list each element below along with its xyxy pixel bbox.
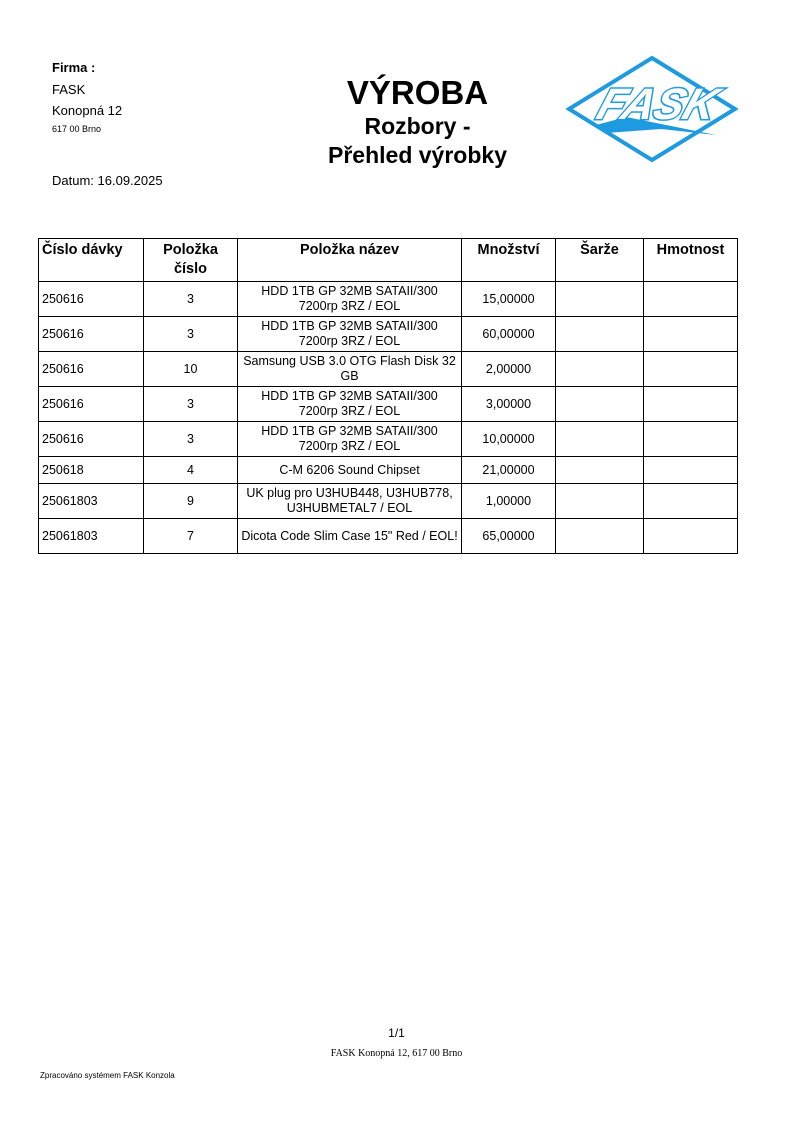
cell-batch: 250618 bbox=[39, 457, 144, 484]
cell-item-name: HDD 1TB GP 32MB SATAII/300 7200rp 3RZ / EOL bbox=[238, 422, 462, 457]
cell-qty: 1,00000 bbox=[462, 484, 556, 519]
cell-lot bbox=[556, 484, 644, 519]
company-name: FASK bbox=[52, 82, 86, 97]
page-number: 1/1 bbox=[388, 1026, 405, 1040]
cell-qty: 10,00000 bbox=[462, 422, 556, 457]
cell-qty: 65,00000 bbox=[462, 519, 556, 554]
title-main: VÝROBA bbox=[346, 74, 489, 111]
cell-item-name: HDD 1TB GP 32MB SATAII/300 7200rp 3RZ / EOL bbox=[238, 387, 462, 422]
title-line-2: Rozbory - bbox=[364, 113, 471, 139]
cell-qty: 21,00000 bbox=[462, 457, 556, 484]
cell-weight bbox=[644, 317, 738, 352]
cell-lot bbox=[556, 352, 644, 387]
table-row bbox=[39, 484, 738, 519]
cell-weight bbox=[644, 387, 738, 422]
cell-weight bbox=[644, 457, 738, 484]
cell-batch: 250616 bbox=[39, 317, 144, 352]
cell-weight bbox=[644, 422, 738, 457]
cell-qty: 60,00000 bbox=[462, 317, 556, 352]
cell-lot bbox=[556, 282, 644, 317]
cell-item-name: HDD 1TB GP 32MB SATAII/300 7200rp 3RZ / EOL bbox=[238, 282, 462, 317]
cell-batch: 250616 bbox=[39, 352, 144, 387]
cell-batch: 250616 bbox=[39, 387, 144, 422]
cell-lot bbox=[556, 519, 644, 554]
table-row bbox=[39, 352, 738, 387]
cell-lot bbox=[556, 387, 644, 422]
cell-batch: 25061803 bbox=[39, 519, 144, 554]
company-city: 617 00 Brno bbox=[52, 124, 102, 134]
cell-item-no: 7 bbox=[144, 519, 238, 554]
cell-weight bbox=[644, 282, 738, 317]
cell-batch: 250616 bbox=[39, 282, 144, 317]
report-title bbox=[290, 74, 545, 170]
title-line-3: Přehled výrobky bbox=[328, 142, 507, 168]
cell-qty: 3,00000 bbox=[462, 387, 556, 422]
company-label: Firma : bbox=[52, 60, 96, 75]
cell-lot bbox=[556, 317, 644, 352]
header-batch: Číslo dávky bbox=[39, 239, 144, 282]
cell-item-no: 4 bbox=[144, 457, 238, 484]
report-date: Datum: 16.09.2025 bbox=[52, 173, 163, 188]
table-row bbox=[39, 457, 738, 484]
header-qty: Množství bbox=[462, 239, 556, 282]
cell-batch: 25061803 bbox=[39, 484, 144, 519]
cell-item-name: Dicota Code Slim Case 15" Red / EOL! bbox=[238, 519, 462, 554]
cell-lot bbox=[556, 422, 644, 457]
cell-weight bbox=[644, 352, 738, 387]
company-street: Konopná 12 bbox=[52, 103, 123, 118]
cell-item-no: 9 bbox=[144, 484, 238, 519]
table-row bbox=[39, 317, 738, 352]
table-row bbox=[39, 519, 738, 554]
table-header-row bbox=[39, 239, 738, 282]
logo-text: FASK bbox=[591, 79, 725, 129]
footer-address: FASK Konopná 12, 617 00 Brno bbox=[330, 1048, 463, 1059]
cell-weight bbox=[644, 519, 738, 554]
production-table bbox=[38, 238, 738, 554]
header-weight: Hmotnost bbox=[644, 239, 738, 282]
cell-item-no: 3 bbox=[144, 317, 238, 352]
header-lot: Šarže bbox=[556, 239, 644, 282]
cell-item-name: HDD 1TB GP 32MB SATAII/300 7200rp 3RZ / EOL bbox=[238, 317, 462, 352]
cell-item-name: Samsung USB 3.0 OTG Flash Disk 32 GB bbox=[238, 352, 462, 387]
cell-batch: 250616 bbox=[39, 422, 144, 457]
header-item-name: Položka název bbox=[238, 239, 462, 282]
table-row bbox=[39, 422, 738, 457]
cell-item-name: UK plug pro U3HUB448, U3HUB778, U3HUBMETAL7 / EOL bbox=[238, 484, 462, 519]
cell-qty: 15,00000 bbox=[462, 282, 556, 317]
table-row bbox=[39, 282, 738, 317]
cell-item-no: 3 bbox=[144, 282, 238, 317]
cell-item-no: 3 bbox=[144, 422, 238, 457]
cell-item-no: 10 bbox=[144, 352, 238, 387]
table-row bbox=[39, 387, 738, 422]
cell-lot bbox=[556, 457, 644, 484]
cell-item-no: 3 bbox=[144, 387, 238, 422]
cell-item-name: C-M 6206 Sound Chipset bbox=[238, 457, 462, 484]
fask-logo-icon bbox=[566, 55, 738, 163]
cell-weight bbox=[644, 484, 738, 519]
footer-system-note: Zpracováno systémem FASK Konzola bbox=[40, 1071, 175, 1080]
header-item-no: Položka číslo bbox=[144, 239, 238, 282]
cell-qty: 2,00000 bbox=[462, 352, 556, 387]
